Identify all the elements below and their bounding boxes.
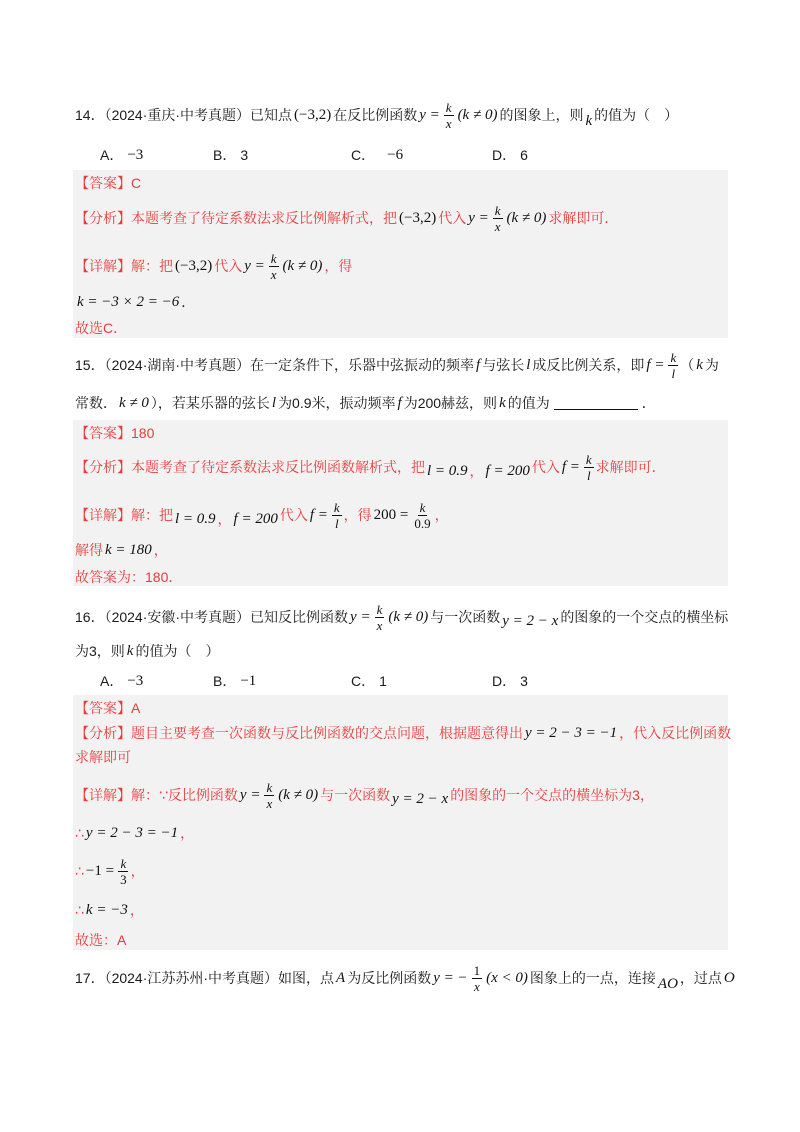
option-value: −3: [127, 672, 144, 689]
option-b: [213, 135, 248, 175]
stem-text: 为: [704, 357, 719, 373]
math-variable: k: [499, 394, 506, 411]
math-condition: (k ≠ 0): [457, 106, 498, 123]
point-coordinates: (−3,2): [175, 257, 213, 274]
math-condition: (x < 0): [486, 969, 528, 986]
detail-text: 与一次函数: [320, 787, 391, 803]
stem-text: 在反比例函数: [333, 107, 418, 123]
fraction-numerator: k: [419, 499, 426, 515]
detail-text: ，: [130, 863, 145, 879]
step-line-1: [75, 813, 194, 853]
stem-text: 的图象的一个交点的横坐标: [560, 609, 729, 625]
math-expression: y =: [419, 106, 440, 123]
detail-text: ，: [129, 902, 144, 918]
stem-text: 17．（2024·江苏苏州·中考真题）如图，点: [75, 970, 335, 986]
stem-text: 与弦长: [482, 357, 525, 373]
analysis-text: ，代入反比例函数: [619, 725, 732, 741]
fraction-numerator: k: [266, 779, 273, 795]
analysis-text: 【分析】本题考查了待定系数法求反比例函数解析式，把: [75, 459, 425, 475]
option-label: D．: [492, 147, 517, 163]
stem-text: ），若某乐器的弦长: [150, 395, 270, 411]
stem-text: ．: [641, 395, 656, 411]
math-variable: AO: [657, 975, 678, 992]
stem-text: （: [680, 357, 695, 373]
math-condition: (k ≠ 0): [388, 608, 429, 625]
fraction-numerator: k: [270, 250, 277, 266]
therefore-symbol: ∴: [75, 901, 84, 918]
fraction-numerator: k: [445, 99, 452, 115]
option-value: −3: [127, 146, 144, 163]
analysis-text: ，: [469, 463, 484, 479]
option-label: B．: [213, 147, 237, 163]
stem-text: 为反比例函数: [347, 970, 432, 986]
math-condition: (k ≠ 0): [278, 786, 319, 803]
detail-text: 代入: [279, 507, 308, 523]
math-variable: k: [126, 642, 134, 659]
fraction-denominator: l: [586, 467, 591, 483]
analysis-text: 求解即可．: [548, 210, 619, 226]
fraction-denominator: l: [671, 365, 676, 381]
option-value: −6: [387, 146, 404, 163]
detail-text: 【详解】解：把: [75, 258, 173, 274]
math-variable: l: [526, 356, 531, 373]
fraction: [269, 252, 279, 281]
stem-text: 常数．: [75, 395, 117, 411]
fraction-denominator: x: [494, 218, 501, 234]
option-label: C．: [351, 147, 376, 163]
conclusion-text: 故选C．: [75, 320, 128, 336]
detail-text: ，: [434, 507, 449, 523]
stem-text: 的值为（ ）: [594, 107, 679, 123]
math-expression: y = −: [433, 969, 468, 986]
math-variable: k: [585, 112, 593, 129]
detail-line: [75, 775, 654, 815]
math-expression: f =: [309, 506, 328, 523]
conclusion-text: 故答案为：180．: [75, 569, 183, 585]
math-expression: y = 2 − x: [502, 612, 559, 629]
math-expression: y =: [244, 257, 265, 274]
math-expression: y = 2 − x: [392, 790, 449, 807]
fraction-numerator: k: [333, 499, 340, 515]
detail-text: ，得: [343, 507, 372, 523]
math-expression: y =: [468, 209, 489, 226]
answer-text: 【答案】C: [75, 175, 142, 191]
option-value: 3: [520, 673, 528, 689]
fraction-numerator: 1: [473, 962, 481, 978]
analysis-text: 求解即可．: [595, 459, 666, 475]
fraction-numerator: k: [494, 202, 501, 218]
detail-text: ，得: [324, 258, 353, 274]
fraction-denominator: x: [376, 617, 383, 633]
point-coordinates: (−3,2): [294, 106, 332, 123]
analysis-text: 【分析】本题考查了待定系数法求反比例解析式，把: [75, 210, 397, 226]
fraction-denominator: 3: [120, 871, 127, 887]
fraction: [493, 204, 503, 233]
stem-text: 与一次函数: [430, 609, 501, 625]
fraction-numerator: k: [670, 349, 677, 365]
option-label: D．: [492, 673, 517, 689]
period: ．: [181, 294, 196, 310]
fraction-denominator: x: [266, 795, 273, 811]
option-value: −1: [240, 672, 257, 689]
math-expression: f =: [646, 356, 665, 373]
problem-15-stem-line-2: [75, 383, 656, 423]
answer-line: [75, 163, 141, 203]
fraction-denominator: x: [445, 115, 452, 131]
math-expression: f = 200: [485, 462, 530, 479]
answer-text: 【答案】180: [75, 425, 155, 441]
fraction-denominator: x: [473, 978, 480, 994]
math-condition: k ≠ 0: [119, 394, 149, 411]
math-variable: O: [723, 969, 735, 986]
stem-text: 的值为（ ）: [135, 643, 220, 659]
conclusion-text: 故选：A: [75, 932, 127, 948]
math-expression: l = 0.9: [427, 462, 468, 479]
stem-text: 14．（2024·重庆·中考真题）已知点: [75, 107, 293, 123]
option-label: B．: [213, 673, 237, 689]
fraction-denominator: x: [270, 266, 277, 282]
analysis-text: 代入: [438, 210, 467, 226]
fraction: [444, 101, 454, 130]
detail-text: 解得: [75, 542, 103, 558]
option-label: C．: [351, 673, 376, 689]
stem-text: 为0.9米，振动频率: [278, 395, 396, 411]
analysis-text: 求解即可: [75, 749, 131, 765]
stem-text: 15．（2024·湖南·中考真题）在一定条件下，乐器中弦振动的频率: [75, 357, 475, 373]
detail-text: 【详解】解：∵反比例函数: [75, 787, 238, 803]
fraction: [472, 964, 483, 993]
fraction: [375, 603, 385, 632]
therefore-symbol: ∴: [75, 862, 84, 879]
math-condition: (k ≠ 0): [506, 209, 547, 226]
math-expression: y =: [239, 786, 261, 803]
conclusion-line: [75, 557, 182, 597]
math-variable: f: [397, 394, 402, 411]
detail-text: 【详解】解：把: [75, 507, 173, 523]
stem-text: 的图象上，则: [499, 107, 584, 123]
conclusion-line: [75, 920, 126, 960]
math-variable: l: [271, 394, 277, 411]
stem-text: 16．（2024·安徽·中考真题）已知反比例函数: [75, 609, 349, 625]
stem-text: 为3，则: [75, 643, 125, 659]
conclusion-line: [75, 308, 127, 348]
detail-text: 代入: [214, 258, 243, 274]
problem-17-stem: [75, 958, 737, 998]
math-variable: f: [476, 356, 481, 373]
detail-text: ，: [217, 511, 232, 527]
option-value: 3: [240, 147, 249, 163]
fraction: [412, 501, 432, 530]
math-variable: A: [336, 969, 346, 986]
fraction-denominator: l: [334, 515, 339, 531]
analysis-text: 【分析】题目主要考查一次函数与反比例函数的交点问题，根据题意得出: [75, 725, 523, 741]
stem-text: 成反比例关系，即: [532, 357, 645, 373]
detail-line: [75, 495, 449, 535]
math-condition: (k ≠ 0): [282, 257, 323, 274]
option-label: A．: [100, 147, 124, 163]
problem-14-stem: [75, 95, 678, 135]
analysis-line: [75, 198, 618, 238]
point-coordinates: (−3,2): [399, 209, 437, 226]
option-d: [492, 135, 528, 175]
fraction: [264, 781, 274, 810]
option-c: [351, 135, 405, 175]
math-expression: f = 200: [233, 510, 278, 527]
analysis-line: [75, 447, 666, 487]
math-expression: y =: [350, 608, 371, 625]
fraction: [584, 453, 594, 482]
option-value: 6: [520, 147, 528, 163]
step-line-2: [75, 851, 145, 891]
detail-line: [75, 246, 352, 286]
math-expression: y = 2 − 3 = −1: [525, 724, 618, 741]
fraction: [668, 351, 678, 380]
analysis-text: 代入: [531, 459, 560, 475]
detail-text: ，: [180, 825, 195, 841]
math-expression: k = −3: [85, 901, 128, 918]
math-expression: y = 2 − 3 = −1: [85, 824, 179, 841]
fraction-numerator: k: [585, 451, 592, 467]
fraction-denominator: 0.9: [414, 515, 431, 531]
therefore-symbol: ∴: [75, 824, 84, 841]
fraction: [118, 857, 129, 886]
math-expression: f =: [561, 458, 580, 475]
fraction-numerator: k: [376, 601, 383, 617]
math-expression: −1 =: [85, 862, 115, 879]
math-variable: k: [696, 356, 703, 373]
answer-text: 【答案】A: [75, 700, 141, 716]
problem-15-stem-line-1: [75, 345, 719, 385]
stem-text: 为200赫兹，则: [403, 395, 498, 411]
detail-text: ，: [153, 542, 168, 558]
math-expression: k = −3 × 2 = −6: [77, 293, 180, 310]
stem-text: 图象上的一点，连接: [529, 970, 656, 986]
stem-text: ，过点: [679, 970, 722, 986]
problem-16-stem-line-2: [75, 631, 219, 671]
analysis-line: [75, 713, 731, 753]
analysis-line-2: [75, 737, 131, 777]
math-expression: l = 0.9: [175, 510, 216, 527]
detail-text: 的图象的一个交点的横坐标为3，: [450, 787, 654, 803]
answer-blank: [554, 396, 638, 410]
stem-text: 的值为: [507, 395, 550, 411]
fraction: [332, 501, 342, 530]
fraction-numerator: k: [120, 855, 127, 871]
math-expression: 200 =: [373, 506, 409, 523]
option-value: 1: [379, 673, 387, 689]
option-label: A．: [100, 673, 124, 689]
math-expression: k = 180: [105, 541, 152, 558]
